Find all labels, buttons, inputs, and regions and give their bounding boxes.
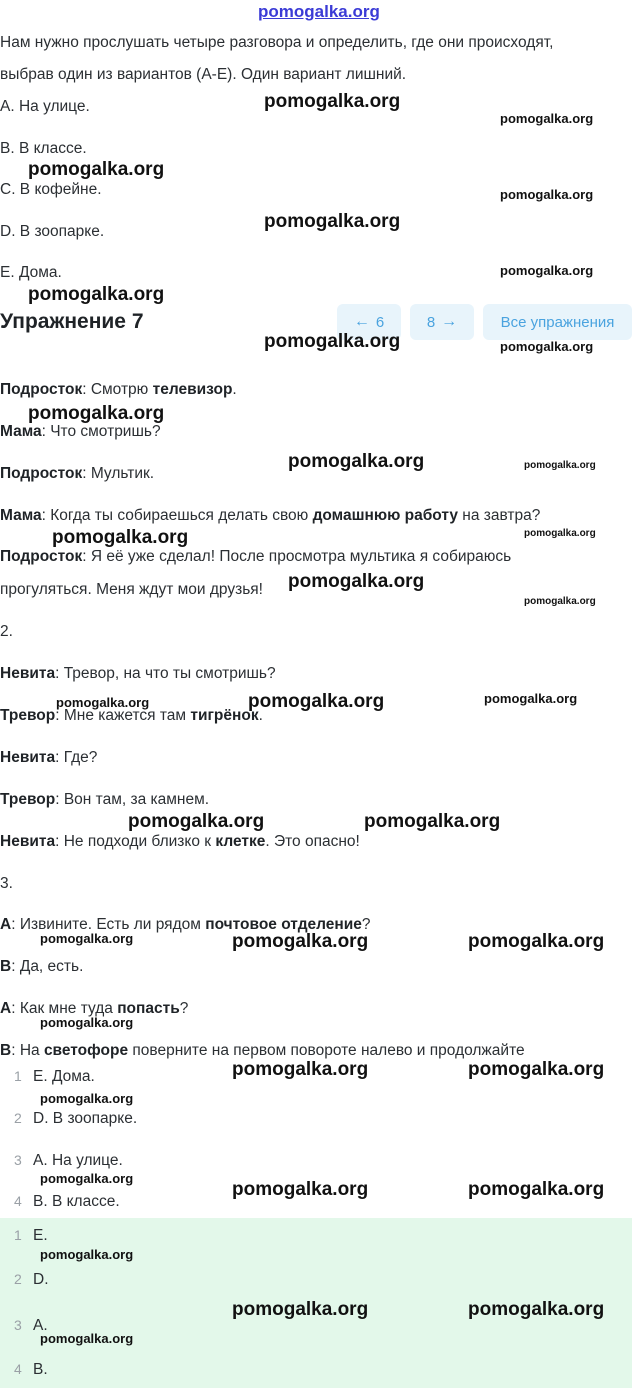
answer-number: 4 bbox=[14, 1193, 22, 1209]
watermark: pomogalka.org bbox=[28, 159, 165, 180]
watermark: pomogalka.org bbox=[40, 1247, 134, 1262]
answer-text: Е. bbox=[33, 1227, 48, 1244]
exercise-title: Упражнение 7 bbox=[0, 310, 144, 333]
all-exercises-label: Все упражнения bbox=[500, 313, 615, 331]
answer-text: В. В классе. bbox=[33, 1193, 120, 1210]
watermark: pomogalka.org bbox=[40, 1331, 134, 1346]
watermark: pomogalka.org bbox=[524, 596, 596, 607]
dialog-line: Подросток: Я её уже сделал! После просмотра мультика я собираюсь bbox=[0, 548, 512, 565]
dialog-line: В: На светофоре поверните на первом повороте налево и продолжайте bbox=[0, 1042, 525, 1059]
dialog-line: А: Извините. Есть ли рядом почтовое отделение? bbox=[0, 916, 371, 933]
watermark: pomogalka.org bbox=[40, 1171, 134, 1186]
option-d: D. В зоопарке. bbox=[0, 223, 105, 240]
dialog-line: В: Да, есть. bbox=[0, 958, 84, 975]
watermark: pomogalka.org bbox=[232, 931, 369, 952]
answer-text: А. bbox=[33, 1317, 48, 1334]
watermark-top-link[interactable]: pomogalka.org bbox=[258, 2, 380, 21]
option-a: А. На улице. bbox=[0, 98, 90, 115]
answer-number: 1 bbox=[14, 1068, 22, 1084]
dialog-line: Невита: Где? bbox=[0, 749, 98, 766]
watermark: pomogalka.org bbox=[468, 931, 605, 952]
watermark: pomogalka.org bbox=[40, 1091, 134, 1106]
dialog-line: Мама: Когда ты собираешься делать свою домашнюю работу на завтра? bbox=[0, 507, 541, 524]
all-exercises-button[interactable] bbox=[483, 304, 632, 340]
answer-text: В. bbox=[33, 1361, 48, 1378]
watermark: pomogalka.org bbox=[500, 187, 594, 202]
watermark: pomogalka.org bbox=[28, 403, 165, 424]
prev-exercise-label: 6 bbox=[375, 313, 385, 331]
answer-text: D. В зоопарке. bbox=[33, 1110, 138, 1127]
option-e: Е. Дома. bbox=[0, 264, 62, 281]
arrow-right-icon: → bbox=[441, 313, 458, 330]
next-exercise-button[interactable] bbox=[410, 304, 474, 340]
watermark: pomogalka.org bbox=[524, 460, 596, 471]
dialog-number: 2. bbox=[0, 623, 13, 640]
watermark: pomogalka.org bbox=[232, 1059, 369, 1080]
answer-number: 4 bbox=[14, 1361, 22, 1377]
watermark: pomogalka.org bbox=[500, 263, 594, 278]
dialog-line: Подросток: Смотрю телевизор. bbox=[0, 381, 237, 398]
dialog-number: 3. bbox=[0, 875, 13, 892]
dialog-line: прогуляться. Меня ждут мои друзья! bbox=[0, 581, 263, 598]
watermark: pomogalka.org bbox=[468, 1299, 605, 1320]
answer-text: А. На улице. bbox=[33, 1152, 123, 1169]
answer-number: 3 bbox=[14, 1152, 22, 1168]
option-c: С. В кофейне. bbox=[0, 181, 102, 198]
watermark: pomogalka.org bbox=[288, 571, 425, 592]
answer-number: 2 bbox=[14, 1271, 22, 1287]
watermark: pomogalka.org bbox=[56, 695, 150, 710]
dialog-line: Тревор: Вон там, за камнем. bbox=[0, 791, 210, 808]
watermark: pomogalka.org bbox=[288, 451, 425, 472]
answer-text: Е. Дома. bbox=[33, 1068, 95, 1085]
watermark: pomogalka.org bbox=[232, 1299, 369, 1320]
intro-line-2: выбрав один из вариантов (А-Е). Один вариант лишний. bbox=[0, 66, 407, 83]
dialog-line: Мама: Что смотришь? bbox=[0, 423, 161, 440]
watermark: pomogalka.org bbox=[248, 691, 385, 712]
watermark: pomogalka.org bbox=[264, 211, 401, 232]
watermark: pomogalka.org bbox=[484, 691, 578, 706]
watermark: pomogalka.org bbox=[264, 331, 401, 352]
watermark: pomogalka.org bbox=[364, 811, 501, 832]
answer-number: 3 bbox=[14, 1317, 22, 1333]
dialog-line: Подросток: Мультик. bbox=[0, 465, 155, 482]
watermark: pomogalka.org bbox=[524, 528, 596, 539]
next-exercise-label: 8 bbox=[426, 313, 436, 331]
watermark: pomogalka.org bbox=[468, 1059, 605, 1080]
dialog-line: Невита: Тревор, на что ты смотришь? bbox=[0, 665, 276, 682]
watermark: pomogalka.org bbox=[40, 931, 134, 946]
option-b: В. В классе. bbox=[0, 140, 87, 157]
watermark: pomogalka.org bbox=[264, 91, 401, 112]
answer-number: 2 bbox=[14, 1110, 22, 1126]
watermark: pomogalka.org bbox=[28, 284, 165, 305]
intro-line-1: Нам нужно прослушать четыре разговора и определить, где они происходят, bbox=[0, 34, 554, 51]
dialog-line: А: Как мне туда попасть? bbox=[0, 1000, 189, 1017]
answer-number: 1 bbox=[14, 1227, 22, 1243]
watermark: pomogalka.org bbox=[500, 339, 594, 354]
watermark: pomogalka.org bbox=[52, 527, 189, 548]
dialog-line: Тревор: Мне кажется там тигрёнок. bbox=[0, 707, 263, 724]
watermark: pomogalka.org bbox=[468, 1179, 605, 1200]
watermark: pomogalka.org bbox=[40, 1015, 134, 1030]
watermark: pomogalka.org bbox=[500, 111, 594, 126]
watermark: pomogalka.org bbox=[128, 811, 265, 832]
dialog-line: Невита: Не подходи близко к клетке. Это опасно! bbox=[0, 833, 360, 850]
arrow-left-icon: ← bbox=[353, 313, 370, 330]
answer-text: D. bbox=[33, 1271, 49, 1288]
watermark: pomogalka.org bbox=[232, 1179, 369, 1200]
